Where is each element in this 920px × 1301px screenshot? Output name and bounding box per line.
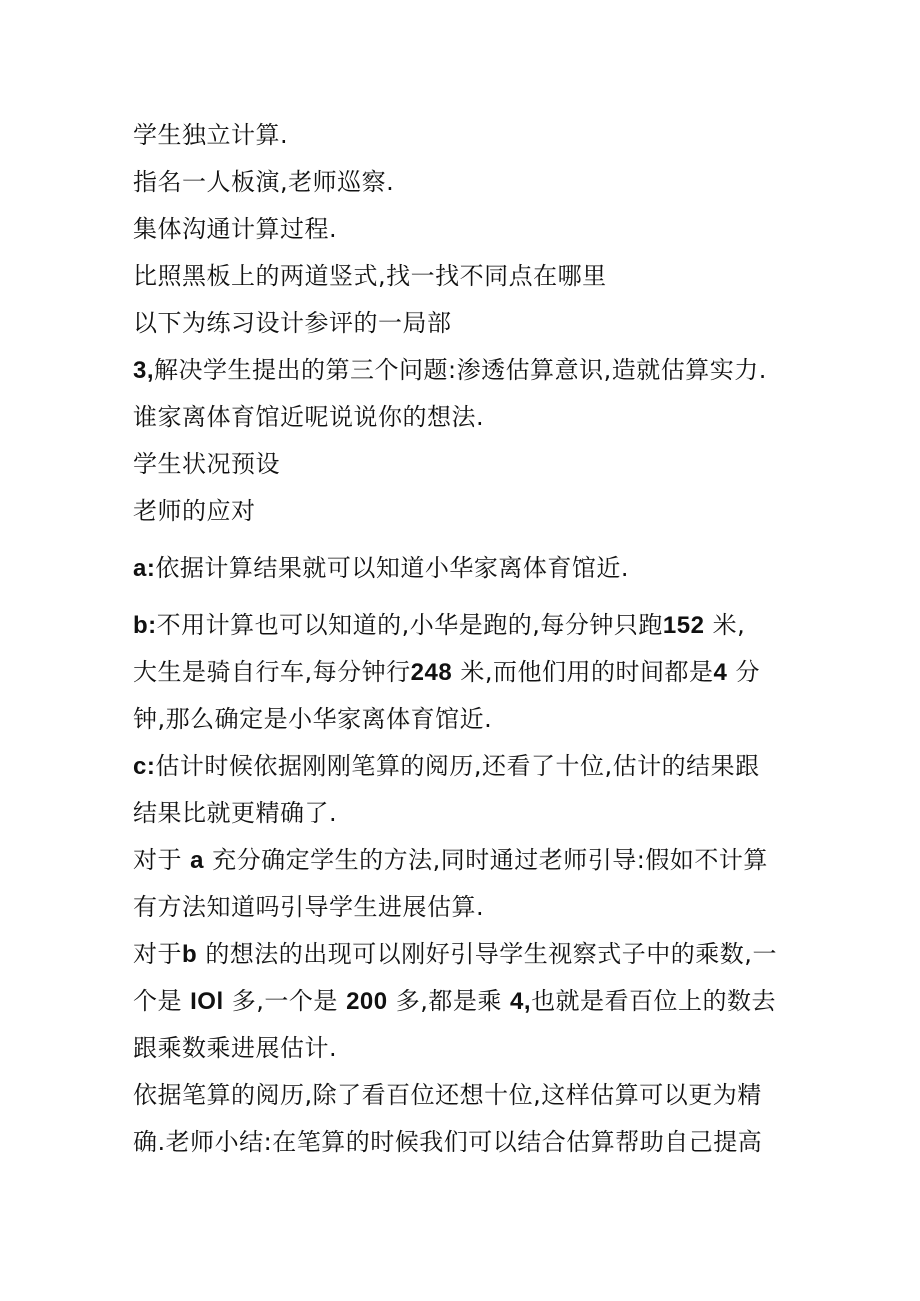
- spacer: [133, 592, 793, 602]
- text-line: [133, 1072, 793, 1119]
- line-text: 的想法的出现可以刚好引导学生视察式子中的乘数,一: [205, 940, 777, 968]
- text-line: [133, 112, 793, 159]
- text-line: [133, 743, 793, 790]
- line-text: 对于: [133, 846, 182, 874]
- line-text: 指名一人板演,老师巡察.: [133, 168, 395, 196]
- number: 4,: [510, 988, 532, 1015]
- text-line: [133, 978, 793, 1025]
- line-text: 解决学生提出的第三个问题:渗透估算意识,造就估算实力.: [154, 356, 767, 384]
- spacer: [133, 535, 793, 545]
- line-text: 结果比就更精确了.: [133, 799, 338, 827]
- number: 248: [410, 659, 453, 686]
- text-line: [133, 837, 793, 884]
- number: 200: [346, 988, 388, 1015]
- line-text: 对于: [133, 940, 182, 968]
- text-line: [133, 206, 793, 253]
- text-line: [133, 790, 793, 837]
- text-line: [133, 394, 793, 441]
- item-label: c:: [133, 753, 156, 780]
- line-text: 学生独立计算.: [133, 121, 289, 149]
- line-text: 大生是骑自行车,每分钟行: [133, 658, 411, 686]
- line-text: 跟乘数乘进展估计.: [133, 1034, 338, 1062]
- text-line: [133, 347, 793, 394]
- text-line: [133, 441, 793, 488]
- line-text: 充分确定学生的方法,同时通过老师引导:假如不计算: [212, 846, 768, 874]
- item-label: b: [182, 941, 198, 968]
- text-line: [133, 696, 793, 743]
- line-text: 以下为练习设计参评的一局部: [133, 309, 452, 337]
- line-text: 集体沟通计算过程.: [133, 215, 338, 243]
- item-label: a:: [133, 555, 156, 582]
- line-text: 米,: [712, 611, 746, 639]
- text-line: [133, 931, 793, 978]
- text-line: [133, 649, 793, 696]
- line-text: 个是: [133, 987, 182, 1015]
- line-text: 确.老师小结:在笔算的时候我们可以结合估算帮助自己提高: [133, 1128, 763, 1156]
- line-text: 有方法知道吗引导学生进展估算.: [133, 893, 485, 921]
- text-line: [133, 159, 793, 206]
- document-body: [133, 112, 793, 1166]
- text-line: [133, 545, 793, 592]
- number: 4: [713, 659, 728, 686]
- line-text: 分: [735, 658, 760, 686]
- line-text: 学生状况预设: [133, 450, 280, 478]
- line-text: 不用计算也可以知道的,小华是跑的,每分钟只跑: [156, 611, 663, 639]
- line-text: 依据计算结果就可以知道小华家离体育馆近.: [155, 554, 629, 582]
- text-line: [133, 602, 793, 649]
- line-text: 钟,那么确定是小华家离体育馆近.: [133, 705, 493, 733]
- text-line: [133, 1119, 793, 1166]
- line-text: 多,都是乘: [395, 987, 502, 1015]
- text-line: [133, 488, 793, 535]
- text-line: [133, 300, 793, 347]
- text-line: [133, 884, 793, 931]
- item-label: a: [190, 847, 204, 874]
- line-text: 米,而他们用的时间都是: [460, 658, 714, 686]
- text-line: [133, 1025, 793, 1072]
- number: IOl: [190, 988, 224, 1015]
- number: 152: [662, 612, 705, 639]
- line-text: 老师的应对: [133, 497, 256, 525]
- line-text: 比照黑板上的两道竖式,找一找不同点在哪里: [133, 262, 607, 290]
- item-label: b:: [133, 612, 157, 639]
- line-text: 多,一个是: [231, 987, 338, 1015]
- line-text: 也就是看百位上的数去: [531, 987, 777, 1015]
- item-number: 3,: [133, 357, 155, 384]
- line-text: 谁家离体育馆近呢说说你的想法.: [133, 403, 485, 431]
- line-text: 依据笔算的阅历,除了看百位还想十位,这样估算可以更为精: [133, 1081, 762, 1109]
- text-line: [133, 253, 793, 300]
- line-text: 估计时候依据刚刚笔算的阅历,还看了十位,估计的结果跟: [155, 752, 760, 780]
